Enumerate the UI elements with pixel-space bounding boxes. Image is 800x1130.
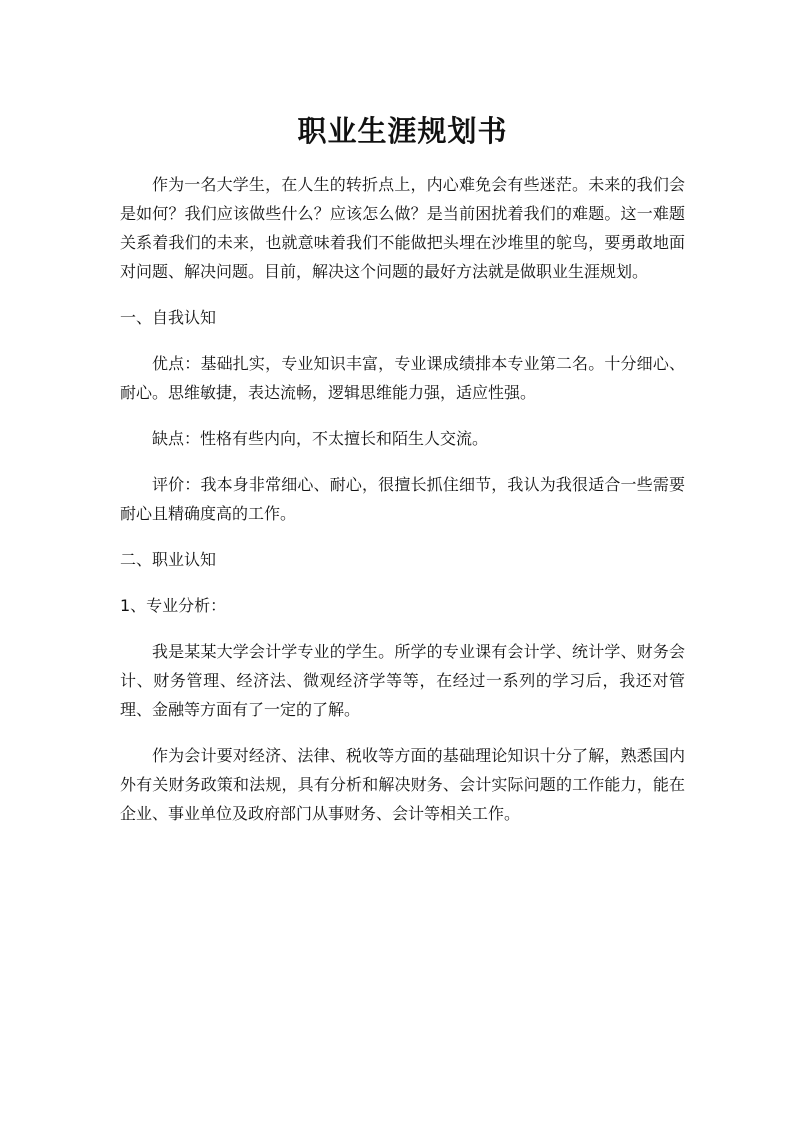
major-analysis-paragraph-2: 作为会计要对经济、法律、税收等方面的基础理论知识十分了解，熟悉国内外有关财务政策和法规，具有分析和解决财务、会计实际问题的工作能力，能在企业、事业单位及政府部门从事财务、会计等相关工作。 bbox=[120, 746, 685, 823]
section-heading-career-awareness: 二、职业认知 bbox=[120, 550, 217, 569]
intro-paragraph: 作为一名大学生，在人生的转折点上，内心难免会有些迷茫。未来的我们会是如何？我们应该做些什么？应该怎么做？是当前困扰着我们的难题。这一难题关系着我们的未来，也就意味着我们不能做把头埋在沙堆里的鸵鸟，要勇敢地面对问题、解决问题。目前，解决这个问题的最好方法就是做职业生涯规划。 bbox=[120, 175, 685, 281]
major-analysis-paragraph-1: 我是某某大学会计学专业的学生。所学的专业课有会计学、统计学、财务会计、财务管理、经济法、微观经济学等等，在经过一系列的学习后，我还对管理、金融等方面有了一定的了解。 bbox=[120, 642, 685, 719]
document-title: 职业生涯规划书 bbox=[297, 114, 508, 148]
evaluation-paragraph: 评价：我本身非常细心、耐心，很擅长抓住细节，我认为我很适合一些需要耐心且精确度高的工作。 bbox=[120, 475, 685, 523]
document-page bbox=[120, 112, 685, 828]
subsection-heading-major-analysis: 1、专业分析： bbox=[120, 596, 227, 615]
strengths-paragraph: 优点：基础扎实，专业知识丰富，专业课成绩排本专业第二名。十分细心、耐心。思维敏捷，表达流畅，逻辑思维能力强，适应性强。 bbox=[120, 354, 685, 402]
section-heading-self-awareness: 一、自我认知 bbox=[120, 308, 217, 327]
weaknesses-paragraph: 缺点：性格有些内向，不太擅长和陌生人交流。 bbox=[152, 429, 489, 448]
